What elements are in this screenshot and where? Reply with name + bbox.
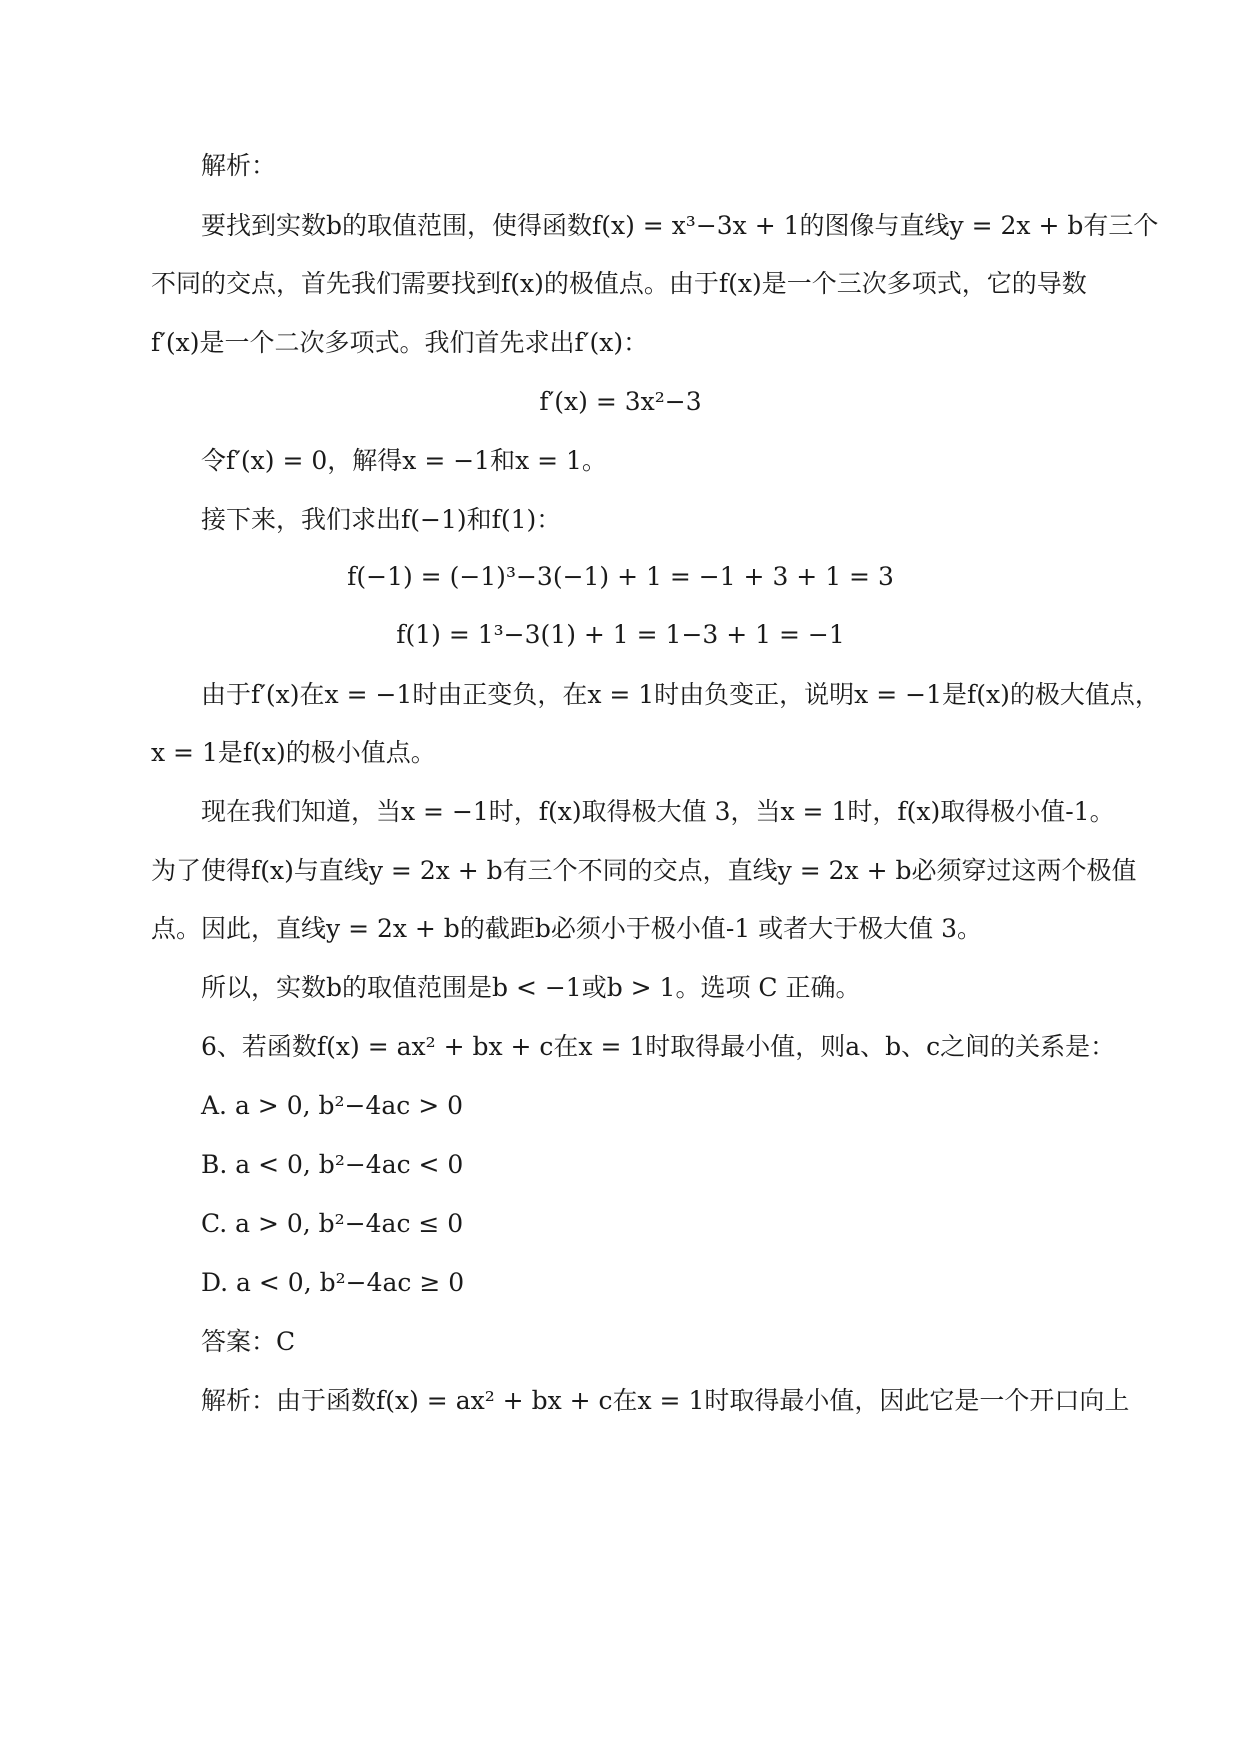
equation-line: f(−1) = (−1)³−3(−1) + 1 = −1 + 3 + 1 = 3 xyxy=(347,562,894,591)
paragraph-line: 不同的交点，首先我们需要找到f(x)的极值点。由于f(x)是一个三次多项式，它的导数 xyxy=(151,269,1087,298)
paragraph-line: 令f′(x) = 0，解得x = −1和x = 1。 xyxy=(201,446,607,475)
paragraph-line: 现在我们知道，当x = −1时，f(x)取得极大值 3，当x = 1时，f(x)取得极小值-1。 xyxy=(201,797,1115,826)
option-b: B. a < 0, b²−4ac < 0 xyxy=(201,1150,464,1179)
paragraph-line: 要找到实数b的取值范围，使得函数f(x) = x³−3x + 1的图像与直线y = 2x + b有三个 xyxy=(201,211,1159,240)
section-heading: 解析： xyxy=(201,151,277,180)
equation-line: f′(x) = 3x²−3 xyxy=(539,387,702,416)
option-d: D. a < 0, b²−4ac ≥ 0 xyxy=(201,1268,465,1297)
option-a: A. a > 0, b²−4ac > 0 xyxy=(201,1091,464,1120)
paragraph-line: 为了使得f(x)与直线y = 2x + b有三个不同的交点，直线y = 2x + b必须穿过这两个极值 xyxy=(151,856,1137,885)
paragraph-line: 所以，实数b的取值范围是b < −1或b > 1。选项 C 正确。 xyxy=(201,973,861,1002)
paragraph-line: 接下来，我们求出f(−1)和f(1)： xyxy=(201,505,562,534)
option-c: C. a > 0, b²−4ac ≤ 0 xyxy=(201,1209,464,1238)
paragraph-line: f′(x)是一个二次多项式。我们首先求出f′(x)： xyxy=(151,328,649,357)
paragraph-line: 点。因此，直线y = 2x + b的截距b必须小于极小值-1 或者大于极大值 3。 xyxy=(151,914,982,943)
paragraph-line: 由于f′(x)在x = −1时由正变负，在x = 1时由负变正，说明x = −1是f(x)的极大值点， xyxy=(201,680,1160,709)
equation-line: f(1) = 1³−3(1) + 1 = 1−3 + 1 = −1 xyxy=(396,620,845,649)
paragraph-line: 解析：由于函数f(x) = ax² + bx + c在x = 1时取得最小值，因此它是一个开口向上 xyxy=(201,1386,1130,1415)
paragraph-line: x = 1是f(x)的极小值点。 xyxy=(151,738,436,767)
question-line: 6、若函数f(x) = ax² + bx + c在x = 1时取得最小值，则a、b、c之间的关系是： xyxy=(201,1032,1116,1061)
answer-line: 答案：C xyxy=(201,1327,296,1356)
